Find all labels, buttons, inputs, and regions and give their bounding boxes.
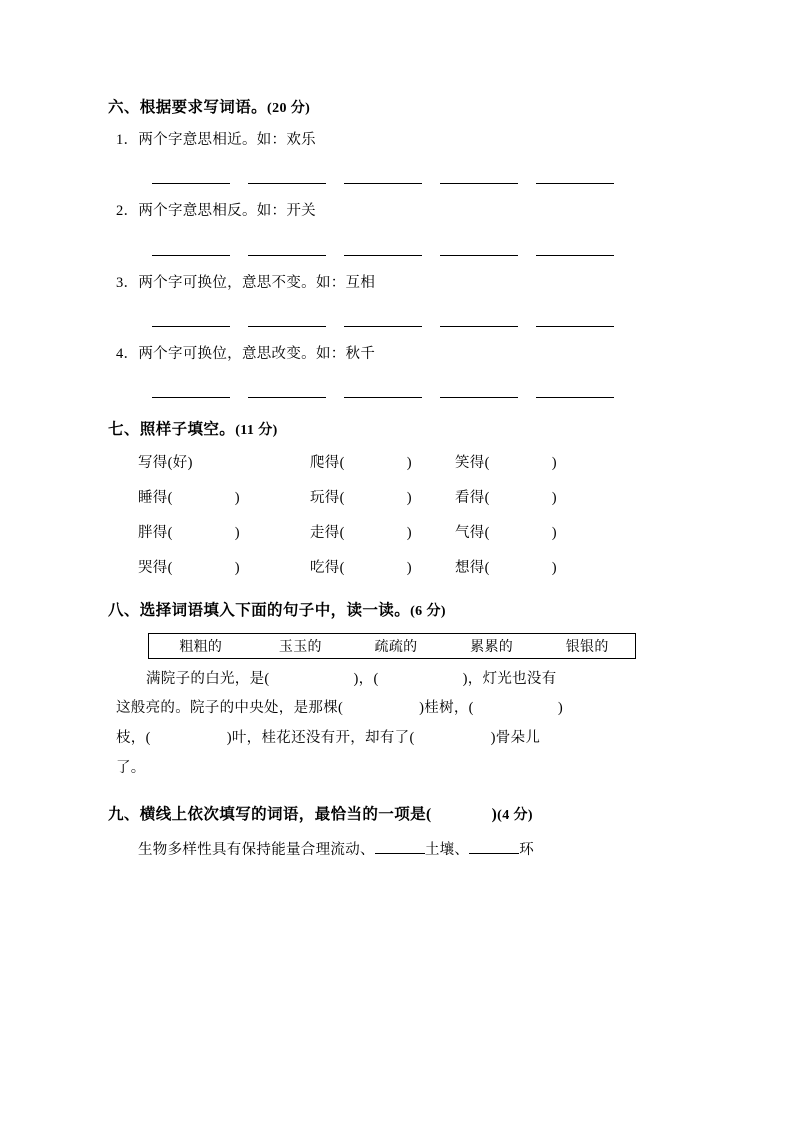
paren-close: ) bbox=[551, 490, 557, 507]
fill-row bbox=[138, 486, 688, 507]
paren-close: ) bbox=[234, 525, 240, 542]
fill-blank[interactable] bbox=[375, 838, 425, 854]
fill-word: 写得 bbox=[138, 455, 168, 472]
paren-close: ) bbox=[406, 560, 412, 577]
word-bank-item[interactable]: 银银的 bbox=[565, 639, 609, 655]
answer-blank[interactable] bbox=[536, 239, 614, 256]
fill-item[interactable] bbox=[138, 521, 310, 542]
answer-blank[interactable] bbox=[248, 167, 326, 184]
fill-word: 看得 bbox=[455, 490, 485, 507]
answer-row-6-1 bbox=[152, 154, 688, 184]
answer-blank[interactable] bbox=[440, 381, 518, 398]
section-7-points: (11 分) bbox=[235, 423, 278, 438]
fill-row bbox=[138, 451, 688, 472]
section-9-paragraph bbox=[138, 837, 688, 865]
question-6-2-number: 2． bbox=[116, 203, 139, 220]
section-9-title: 九、横线上依次填写的词语，最恰当的一项是( bbox=[108, 806, 432, 824]
question-6-3-text: 两个字可换位，意思不变。如：互相 bbox=[138, 274, 376, 291]
fill-value: 好 bbox=[172, 455, 188, 472]
fill-item[interactable] bbox=[455, 486, 605, 507]
worksheet-content bbox=[108, 96, 688, 864]
paren-close: ) bbox=[551, 455, 557, 472]
paren-close: ) bbox=[406, 490, 412, 507]
answer-blank[interactable] bbox=[248, 239, 326, 256]
section-8-paragraph bbox=[116, 665, 688, 784]
paragraph-text-3: )，灯光也没有 bbox=[462, 670, 557, 687]
answer-blank[interactable] bbox=[536, 381, 614, 398]
paren-close: ) bbox=[234, 560, 240, 577]
section-7-title: 七、照样子填空。 bbox=[108, 421, 236, 438]
answer-row-6-4 bbox=[152, 368, 688, 398]
fill-word: 笑得 bbox=[455, 455, 485, 472]
section-heading-7 bbox=[108, 418, 688, 441]
paren-close: ) bbox=[551, 560, 557, 577]
section-9-title-tail: ) bbox=[491, 806, 498, 824]
fill-item[interactable] bbox=[310, 556, 455, 577]
paragraph-text-1: 满院子的白光，是( bbox=[146, 670, 270, 687]
word-bank-item[interactable]: 累累的 bbox=[470, 639, 514, 655]
fill-item[interactable] bbox=[138, 486, 310, 507]
paragraph-text-9: )骨朵儿 bbox=[490, 729, 541, 746]
paren-open: ( bbox=[167, 490, 173, 507]
paren-open: ( bbox=[339, 455, 345, 472]
fill-item[interactable] bbox=[310, 521, 455, 542]
paragraph-text-8: )叶，桂花还没有开，却有了( bbox=[226, 729, 415, 746]
question-6-4 bbox=[116, 343, 688, 366]
fill-item[interactable] bbox=[310, 486, 455, 507]
answer-blank[interactable] bbox=[248, 310, 326, 327]
section-8-title: 八、选择词语填入下面的句子中，读一读。 bbox=[108, 602, 411, 620]
paren-open: ( bbox=[339, 560, 345, 577]
question-6-1 bbox=[116, 129, 688, 152]
fill-item[interactable] bbox=[310, 451, 455, 472]
fill-word: 想得 bbox=[455, 560, 485, 577]
answer-blank[interactable] bbox=[152, 239, 230, 256]
word-bank-item[interactable]: 粗粗的 bbox=[179, 639, 223, 655]
section-heading-8 bbox=[108, 599, 688, 622]
fill-item[interactable] bbox=[455, 521, 605, 542]
answer-blank[interactable] bbox=[440, 239, 518, 256]
paragraph-text-4: 这般亮的。院子的中央处，是那棵( bbox=[116, 700, 344, 717]
answer-blank[interactable] bbox=[248, 381, 326, 398]
fill-blank[interactable] bbox=[469, 838, 519, 854]
question-6-1-number: 1． bbox=[116, 132, 139, 149]
question-6-4-number: 4． bbox=[116, 345, 139, 362]
fill-word: 睡得 bbox=[138, 490, 168, 507]
paragraph-text-7: 枝，( bbox=[116, 729, 151, 746]
paren-open: ( bbox=[167, 525, 173, 542]
paren-close: ) bbox=[406, 455, 412, 472]
paren-open: ( bbox=[167, 455, 173, 472]
section-9-points: (4 分) bbox=[497, 808, 533, 824]
paragraph-text-10: 了。 bbox=[116, 759, 146, 776]
fill-word: 气得 bbox=[455, 525, 485, 542]
question-6-4-text: 两个字可换位，意思改变。如：秋千 bbox=[138, 345, 376, 362]
answer-blank[interactable] bbox=[344, 381, 422, 398]
paragraph-text-6: ) bbox=[557, 700, 563, 717]
section-9-text-1: 生物多样性具有保持能量合理流动、 bbox=[138, 841, 375, 858]
answer-blank[interactable] bbox=[152, 381, 230, 398]
paren-open: ( bbox=[484, 490, 490, 507]
fill-word: 走得 bbox=[310, 525, 340, 542]
fill-item[interactable] bbox=[455, 556, 605, 577]
paragraph-text-5: )桂树，( bbox=[419, 700, 474, 717]
question-6-3 bbox=[116, 272, 688, 295]
section-heading-6 bbox=[108, 96, 688, 119]
answer-blank[interactable] bbox=[344, 310, 422, 327]
word-bank-item[interactable]: 疏疏的 bbox=[374, 639, 418, 655]
section-9-text-2: 土壤、 bbox=[424, 841, 470, 858]
fill-row bbox=[138, 521, 688, 542]
answer-row-6-3 bbox=[152, 297, 688, 327]
paren-open: ( bbox=[484, 455, 490, 472]
paren-open: ( bbox=[484, 560, 490, 577]
question-6-3-number: 3． bbox=[116, 274, 139, 291]
answer-blank[interactable] bbox=[344, 239, 422, 256]
paragraph-text-2: )，( bbox=[353, 670, 379, 687]
fill-word: 胖得 bbox=[138, 525, 168, 542]
answer-blank[interactable] bbox=[440, 167, 518, 184]
fill-word: 哭得 bbox=[138, 560, 168, 577]
fill-word: 爬得 bbox=[310, 455, 340, 472]
word-bank-item[interactable]: 玉玉的 bbox=[278, 639, 322, 655]
answer-blank[interactable] bbox=[536, 167, 614, 184]
word-bank bbox=[148, 633, 636, 659]
paren-close: ) bbox=[187, 455, 193, 472]
answer-blank[interactable] bbox=[440, 310, 518, 327]
section-9-text-3: 环 bbox=[519, 841, 535, 858]
fill-item[interactable] bbox=[138, 556, 310, 577]
section-heading-9 bbox=[108, 803, 688, 826]
answer-blank[interactable] bbox=[536, 310, 614, 327]
fill-word: 吃得 bbox=[310, 560, 340, 577]
question-6-2-text: 两个字意思相反。如：开关 bbox=[138, 203, 316, 220]
paren-close: ) bbox=[551, 525, 557, 542]
paren-close: ) bbox=[234, 490, 240, 507]
section-6-title: 六、根据要求写词语。 bbox=[108, 99, 268, 116]
fill-item[interactable] bbox=[455, 451, 605, 472]
fill-word: 玩得 bbox=[310, 490, 340, 507]
paren-close: ) bbox=[406, 525, 412, 542]
fill-row bbox=[138, 556, 688, 577]
fill-grid bbox=[138, 451, 688, 577]
question-6-1-text: 两个字意思相近。如：欢乐 bbox=[138, 132, 316, 149]
answer-row-6-2 bbox=[152, 226, 688, 256]
paren-open: ( bbox=[167, 560, 173, 577]
question-6-2 bbox=[116, 200, 688, 223]
paren-open: ( bbox=[339, 525, 345, 542]
section-8-points: (6 分) bbox=[410, 604, 446, 620]
answer-blank[interactable] bbox=[344, 167, 422, 184]
paren-open: ( bbox=[484, 525, 490, 542]
answer-blank[interactable] bbox=[152, 167, 230, 184]
paren-open: ( bbox=[339, 490, 345, 507]
section-6-points: (20 分) bbox=[267, 101, 311, 116]
answer-blank[interactable] bbox=[152, 310, 230, 327]
fill-item[interactable] bbox=[138, 451, 310, 472]
